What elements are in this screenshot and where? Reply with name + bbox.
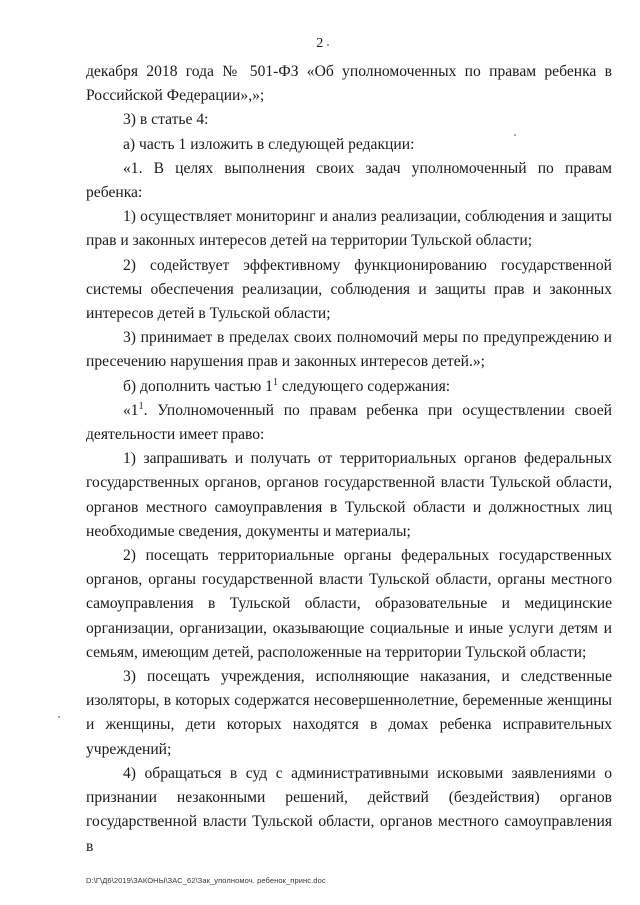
paragraph-right-2: 2) посещать территориальные органы федеральных государственных органов, органы государственной власти Тульской области, органы местного самоуправления в Тульской области, образовательные и медицинские организации, организации, оказывающие социальные и иные услуги детям и семьям, имеющим детей, расположенные на территории Тульской области;: [86, 547, 612, 661]
paragraph-part-1-1-text: «1: [123, 401, 139, 419]
paragraph-part-1-amendment: а) часть 1 изложить в следующей редакции:: [123, 135, 415, 153]
paragraph-right-4: 4) обращаться в суд с административными исковыми заявлениями о признании незаконными решений, действий (бездействия) органов государственной власти Тульской области, органов местного самоуправления в: [86, 764, 612, 855]
paragraph-right-3: 3) посещать учреждения, исполняющие наказания, и следственные изоляторы, в которых содержатся несовершеннолетние, беременные женщины и женщины, дети которых находятся в домах ребенка исправительных учреждений;: [86, 668, 612, 758]
paragraph-part-1-1: [86, 399, 612, 447]
paragraph-item-1: 1) осуществляет мониторинг и анализ реализации, соблюдения и защиты прав и законных интересов детей на территории Тульской области;: [86, 208, 612, 250]
paragraph-article-4: 3) в статье 4:: [123, 111, 209, 129]
paragraph-item-3: 3) принимает в пределах своих полномочий меры по предупреждению и пресечению нарушения прав и законных интересов детей.»;: [86, 329, 612, 371]
superscript: 1: [272, 376, 278, 388]
file-path-footer: D:\Г\Д6\2019\ЗАКОНЫ\ЗАС_62\Зак_уполномоч. ребенок_принс.doc: [86, 876, 326, 885]
paragraph-part-1-text: «1. В целях выполнения своих задач уполномоченный по правам ребенка:: [86, 159, 612, 202]
paragraph-item-2: 2) содействует эффективному функционированию государственной системы обеспечения реализации, соблюдения и защиты прав и законных интересов детей в Тульской области;: [86, 256, 612, 323]
paragraph-part-1-1-text-end: . Уполномоченный по правам ребенка при осуществлении своей деятельности имеет право:: [86, 401, 612, 444]
paragraph-add-part-text: б) дополнить частью 1: [123, 377, 273, 395]
paragraph-right-1: 1) запрашивать и получать от территориальных органов федеральных государственных органов, органов государственной власти Тульской области, органов местного самоуправления в Тульской области и должностных лиц необходимые сведения, документы и материалы;: [86, 450, 612, 540]
paragraph-add-part: [86, 375, 612, 399]
scan-speck: [58, 716, 60, 718]
superscript: 1: [138, 400, 144, 412]
page-number: 2: [316, 36, 324, 51]
document-body: [86, 60, 612, 859]
paragraph-add-part-text-end: следующего содержания:: [277, 377, 451, 395]
paragraph-continuation: декабря 2018 года № 501-ФЗ «Об уполномоченных по правам ребенка в Российской Федерации»,»;: [86, 63, 612, 105]
